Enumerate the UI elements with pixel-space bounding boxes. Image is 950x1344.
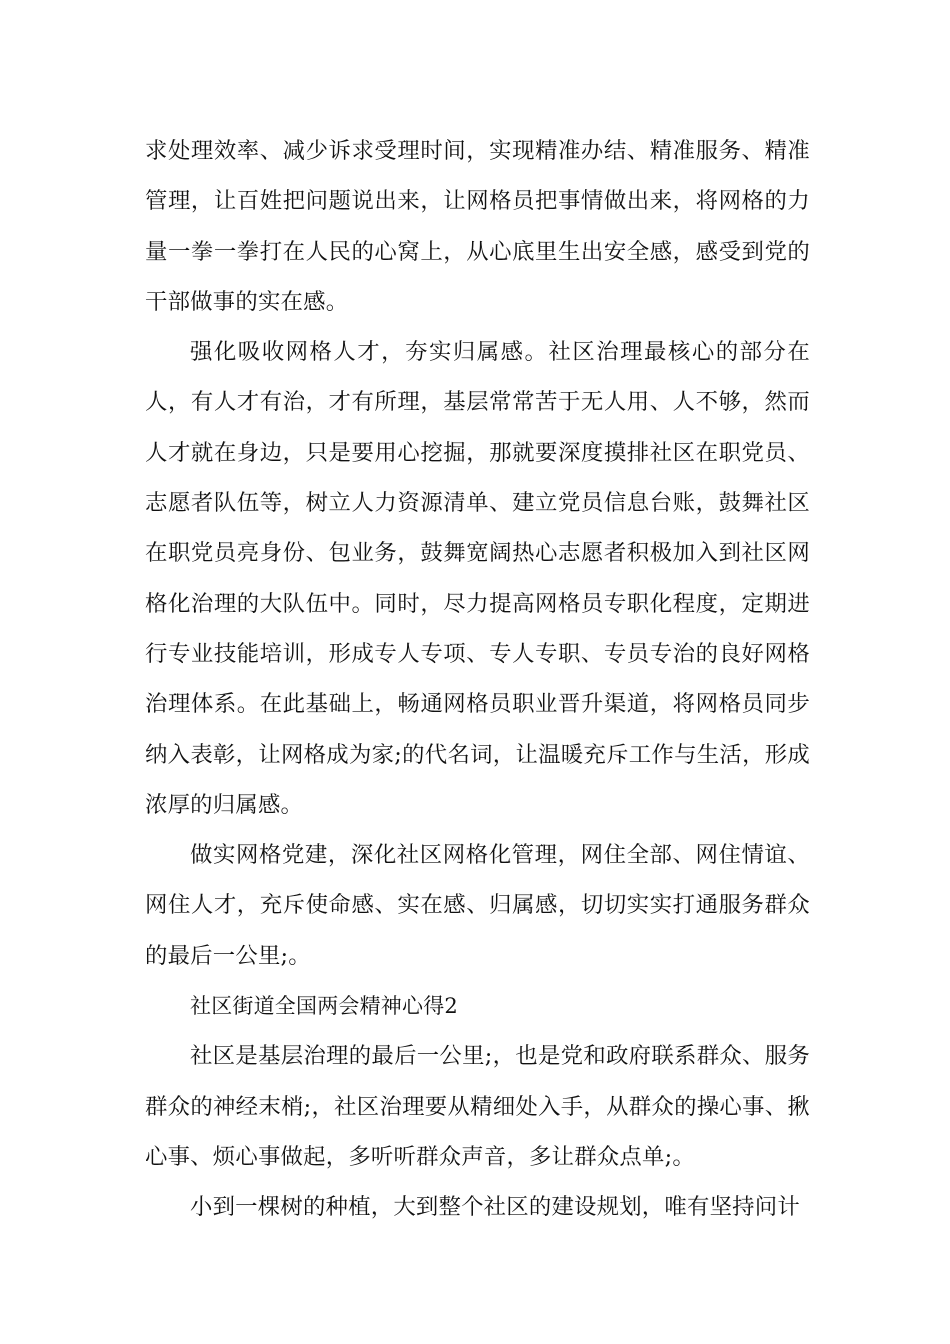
paragraph-5: 小到一棵树的种植，大到整个社区的建设规划，唯有坚持问计 xyxy=(190,1194,800,1221)
paragraph-1: 求处理效率、减少诉求受理时间，实现精准办结、精准服务、精准管理，让百姓把问题说出来，让网格员把事情做出来，将网格的力量一拳一拳打在人民的心窝上，从心底里生出安全感，感受到党的干部做事的实在感。 xyxy=(145,138,810,315)
paragraph-4: 社区是基层治理的最后一公里;，也是党和政府联系群众、服务群众的神经末梢;，社区治理要从精细处入手，从群众的操心事、揪心事、烦心事做起，多听听群众声音，多让群众点单;。 xyxy=(145,1043,810,1170)
section-heading: 社区街道全国两会精神心得2 xyxy=(190,994,458,1019)
document-body xyxy=(145,126,810,1233)
paragraph-3: 做实网格党建，深化社区网格化管理，网住全部、网住情谊、网住人才，充斥使命感、实在感、归属感，切切实实打通服务群众的最后一公里;。 xyxy=(145,842,810,969)
paragraph-2: 强化吸收网格人才，夯实归属感。社区治理最核心的部分在人，有人才有治，才有所理，基层常常苦于无人用、人不够，然而人才就在身边，只是要用心挖掘，那就要深度摸排社区在职党员、志愿者队伍等，树立人力资源清单、建立党员信息台账，鼓舞社区在职党员亮身份、包业务，鼓舞宽阔热心志愿者积极加入到社区网格化治理的大队伍中。同时，尽力提高网格员专职化程度，定期进行专业技能培训，形成专人专项、专人专职、专员专治的良好网格治理体系。在此基础上，畅通网格员职业晋升渠道，将网格员同步纳入表彰，让网格成为家;的代名词，让温暖充斥工作与生活，形成浓厚的归属感。 xyxy=(145,339,810,818)
